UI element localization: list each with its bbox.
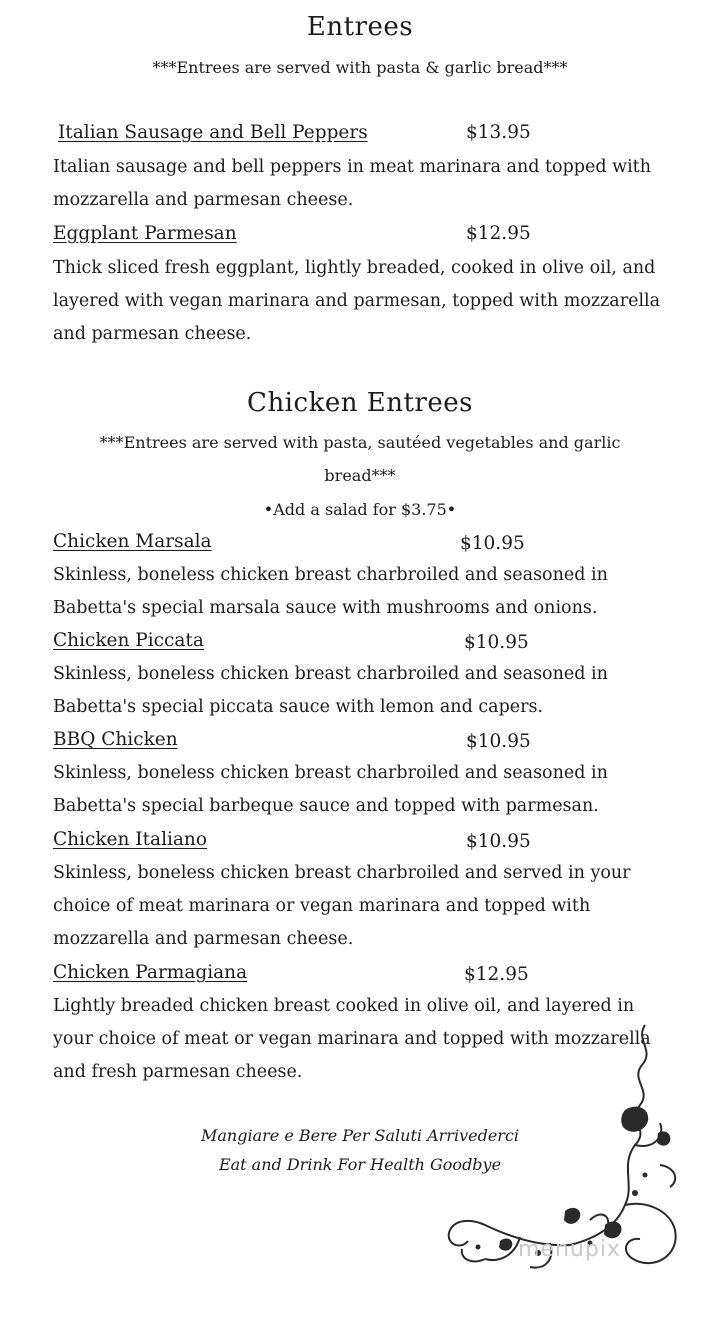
chicken-entrees-note: ***Entrees are served with pasta, sautéed vegetables and garlic xyxy=(99,433,621,452)
footer-italian: Mangiare e Bere Per Saluti Arrivederci xyxy=(200,1126,520,1145)
item-price-eggplant-parmesan: $12.95 xyxy=(466,223,531,244)
entrees-note: ***Entrees are served with pasta & garlic bread*** xyxy=(152,58,568,77)
item-desc-line: mozzarella and parmesan cheese. xyxy=(53,929,354,949)
item-desc-line: Skinless, boneless chicken breast charbroiled and seasoned in xyxy=(53,565,608,585)
item-desc-line: Babetta's special barbeque sauce and topped with parmesan. xyxy=(53,796,599,816)
item-desc-line: Babetta's special marsala sauce with mushrooms and onions. xyxy=(53,598,598,618)
item-name-chicken-marsala: Chicken Marsala xyxy=(53,531,212,552)
item-desc-line: choice of meat marinara or vegan marinara and topped with xyxy=(53,896,591,916)
chicken-entrees-title: Chicken Entrees xyxy=(247,388,473,418)
item-desc-line: Skinless, boneless chicken breast charbroiled and seasoned in xyxy=(53,763,608,783)
item-desc-line: Skinless, boneless chicken breast charbroiled and served in your xyxy=(53,863,631,883)
item-desc-line: layered with vegan marinara and parmesan, topped with mozzarella xyxy=(53,291,661,311)
item-name-chicken-parmagiana: Chicken Parmagiana xyxy=(53,962,248,983)
item-desc-line: Skinless, boneless chicken breast charbroiled and seasoned in xyxy=(53,664,608,684)
item-price-bbq-chicken: $10.95 xyxy=(466,731,531,752)
item-name-chicken-italiano: Chicken Italiano xyxy=(53,829,207,850)
item-desc-line: and fresh parmesan cheese. xyxy=(53,1062,303,1082)
item-price-chicken-parmagiana: $12.95 xyxy=(464,964,529,985)
item-name-bbq-chicken: BBQ Chicken xyxy=(53,729,178,750)
item-desc-line: and parmesan cheese. xyxy=(53,324,252,344)
item-name-italian-sausage: Italian Sausage and Bell Peppers xyxy=(58,122,368,143)
item-name-chicken-piccata: Chicken Piccata xyxy=(53,630,204,651)
entrees-title: Entrees xyxy=(306,12,414,42)
item-price-chicken-marsala: $10.95 xyxy=(460,533,525,554)
chicken-entrees-note: bread*** xyxy=(324,466,396,485)
item-desc-line: mozzarella and parmesan cheese. xyxy=(53,190,354,210)
salad-addon-note: •Add a salad for $3.75• xyxy=(263,500,457,519)
item-name-eggplant-parmesan: Eggplant Parmesan xyxy=(53,223,237,244)
item-desc-line: Lightly breaded chicken breast cooked in olive oil, and layered in xyxy=(53,996,635,1016)
item-price-italian-sausage: $13.95 xyxy=(466,122,531,143)
item-desc-line: Babetta's special piccata sauce with lemon and capers. xyxy=(53,697,544,717)
menupix-watermark: menupix xyxy=(518,1237,621,1262)
item-desc-line: Italian sausage and bell peppers in meat marinara and topped with xyxy=(53,157,651,177)
item-desc-line: Thick sliced fresh eggplant, lightly breaded, cooked in olive oil, and xyxy=(53,258,656,278)
footer-english: Eat and Drink For Health Goodbye xyxy=(218,1155,502,1174)
item-price-chicken-piccata: $10.95 xyxy=(464,632,529,653)
item-price-chicken-italiano: $10.95 xyxy=(466,831,531,852)
item-desc-line: your choice of meat or vegan marinara and topped with mozzarella xyxy=(53,1029,651,1049)
